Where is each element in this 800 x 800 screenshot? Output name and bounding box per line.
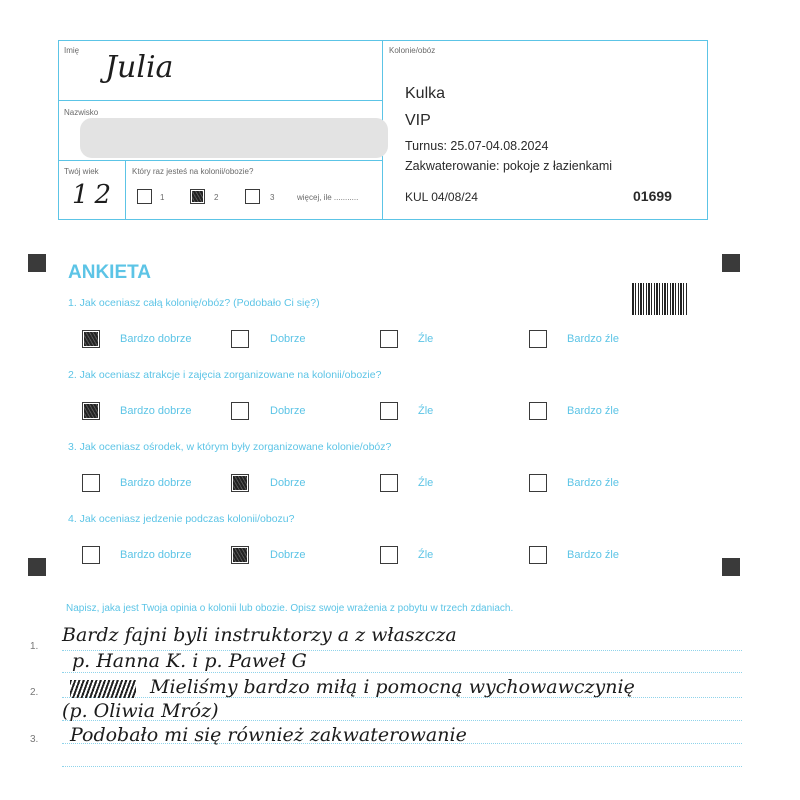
- form-number: 01699: [633, 188, 672, 204]
- scan-marker-top-left: [28, 254, 46, 272]
- surname-label: Nazwisko: [64, 108, 99, 117]
- q4-option-label-1: Bardzo dobrze: [120, 549, 192, 561]
- times-checkbox-1[interactable]: [137, 189, 152, 204]
- handwritten-line-1[interactable]: Bardz fajni byli instruktorzy a z właszcza: [62, 624, 457, 646]
- dotted-line-2: [62, 672, 742, 673]
- q3-option-label-1: Bardzo dobrze: [120, 477, 192, 489]
- handwritten-line-4[interactable]: (p. Oliwia Mróz): [62, 700, 219, 722]
- camp-type: VIP: [405, 112, 431, 129]
- q2-option-label-4: Bardzo źle: [567, 405, 619, 417]
- dotted-line-6: [62, 766, 742, 767]
- scan-marker-bottom-right: [722, 558, 740, 576]
- q2-checkbox-3[interactable]: [380, 402, 398, 420]
- question-2: 2. Jak oceniasz atrakcje i zajęcia zorganizowane na kolonii/obozie?: [68, 369, 382, 381]
- header-divider-2: [58, 160, 382, 161]
- header-divider-3: [125, 160, 126, 220]
- times-label: Który raz jesteś na kolonii/obozie?: [132, 167, 254, 176]
- q4-checkbox-4[interactable]: [529, 546, 547, 564]
- camp-name: Kulka: [405, 85, 446, 102]
- q1-checkbox-1[interactable]: [82, 330, 100, 348]
- q4-checkbox-2[interactable]: [231, 546, 249, 564]
- times-more: więcej, ile ...........: [297, 193, 359, 202]
- scribble-out: [70, 680, 136, 698]
- q4-checkbox-1[interactable]: [82, 546, 100, 564]
- age-value[interactable]: 12: [72, 180, 118, 210]
- q2-option-label-1: Bardzo dobrze: [120, 405, 192, 417]
- camp-accommodation: Zakwaterowanie: pokoje z łazienkami: [405, 159, 613, 173]
- surname-redaction: [80, 118, 388, 158]
- q3-checkbox-2[interactable]: [231, 474, 249, 492]
- scan-marker-top-right: [722, 254, 740, 272]
- q2-checkbox-1[interactable]: [82, 402, 100, 420]
- q3-checkbox-3[interactable]: [380, 474, 398, 492]
- question-4: 4. Jak oceniasz jedzenie podczas kolonii/obozu?: [68, 513, 295, 525]
- q1-checkbox-2[interactable]: [231, 330, 249, 348]
- header-divider-1: [58, 100, 382, 101]
- q4-option-label-2: Dobrze: [270, 549, 306, 561]
- q3-option-label-4: Bardzo źle: [567, 477, 619, 489]
- camp-code: KUL 04/08/24: [405, 190, 478, 204]
- line-number-2: 2.: [30, 687, 39, 698]
- q2-option-label-3: Źle: [418, 405, 434, 417]
- q3-option-label-3: Źle: [418, 477, 434, 489]
- q3-checkbox-1[interactable]: [82, 474, 100, 492]
- q3-option-label-2: Dobrze: [270, 477, 306, 489]
- q1-checkbox-4[interactable]: [529, 330, 547, 348]
- times-checkbox-2[interactable]: [190, 189, 205, 204]
- q1-option-label-2: Dobrze: [270, 333, 306, 345]
- age-label: Twój wiek: [64, 167, 99, 176]
- q3-checkbox-4[interactable]: [529, 474, 547, 492]
- line-number-1: 1.: [30, 641, 39, 652]
- q2-option-label-2: Dobrze: [270, 405, 306, 417]
- q2-checkbox-4[interactable]: [529, 402, 547, 420]
- handwritten-line-5[interactable]: Podobało mi się również zakwaterowanie: [70, 724, 467, 746]
- q2-checkbox-2[interactable]: [231, 402, 249, 420]
- barcode: [632, 283, 688, 315]
- q1-option-label-4: Bardzo źle: [567, 333, 619, 345]
- question-3: 3. Jak oceniasz ośrodek, w którym były zorganizowane kolonie/obóz?: [68, 441, 392, 453]
- times-option-1: 1: [160, 193, 165, 202]
- q4-option-label-3: Źle: [418, 549, 434, 561]
- camp-turnus: Turnus: 25.07-04.08.2024: [405, 139, 549, 153]
- q4-checkbox-3[interactable]: [380, 546, 398, 564]
- q1-option-label-1: Bardzo dobrze: [120, 333, 192, 345]
- survey-title: ANKIETA: [68, 262, 152, 283]
- q4-option-label-4: Bardzo źle: [567, 549, 619, 561]
- line-number-3: 3.: [30, 734, 39, 745]
- name-value[interactable]: Julia: [105, 50, 174, 85]
- scan-marker-bottom-left: [28, 558, 46, 576]
- q1-option-label-3: Źle: [418, 333, 434, 345]
- question-1: 1. Jak oceniasz całą kolonię/obóz? (Podobało Ci się?): [68, 297, 320, 309]
- q1-checkbox-3[interactable]: [380, 330, 398, 348]
- times-checkbox-3[interactable]: [245, 189, 260, 204]
- opinion-prompt: Napisz, jaka jest Twoja opinia o kolonii lub obozie. Opisz swoje wrażenia z pobytu w trzech zdaniach.: [66, 603, 514, 614]
- camp-label: Kolonie/obóz: [389, 46, 436, 55]
- times-option-2: 2: [214, 193, 219, 202]
- times-option-3: 3: [270, 193, 275, 202]
- handwritten-line-2[interactable]: p. Hanna K. i p. Paweł G: [72, 650, 307, 672]
- name-label: Imię: [64, 46, 80, 55]
- handwritten-line-3[interactable]: Mieliśmy bardzo miłą i pomocną wychowawczynię: [150, 676, 635, 698]
